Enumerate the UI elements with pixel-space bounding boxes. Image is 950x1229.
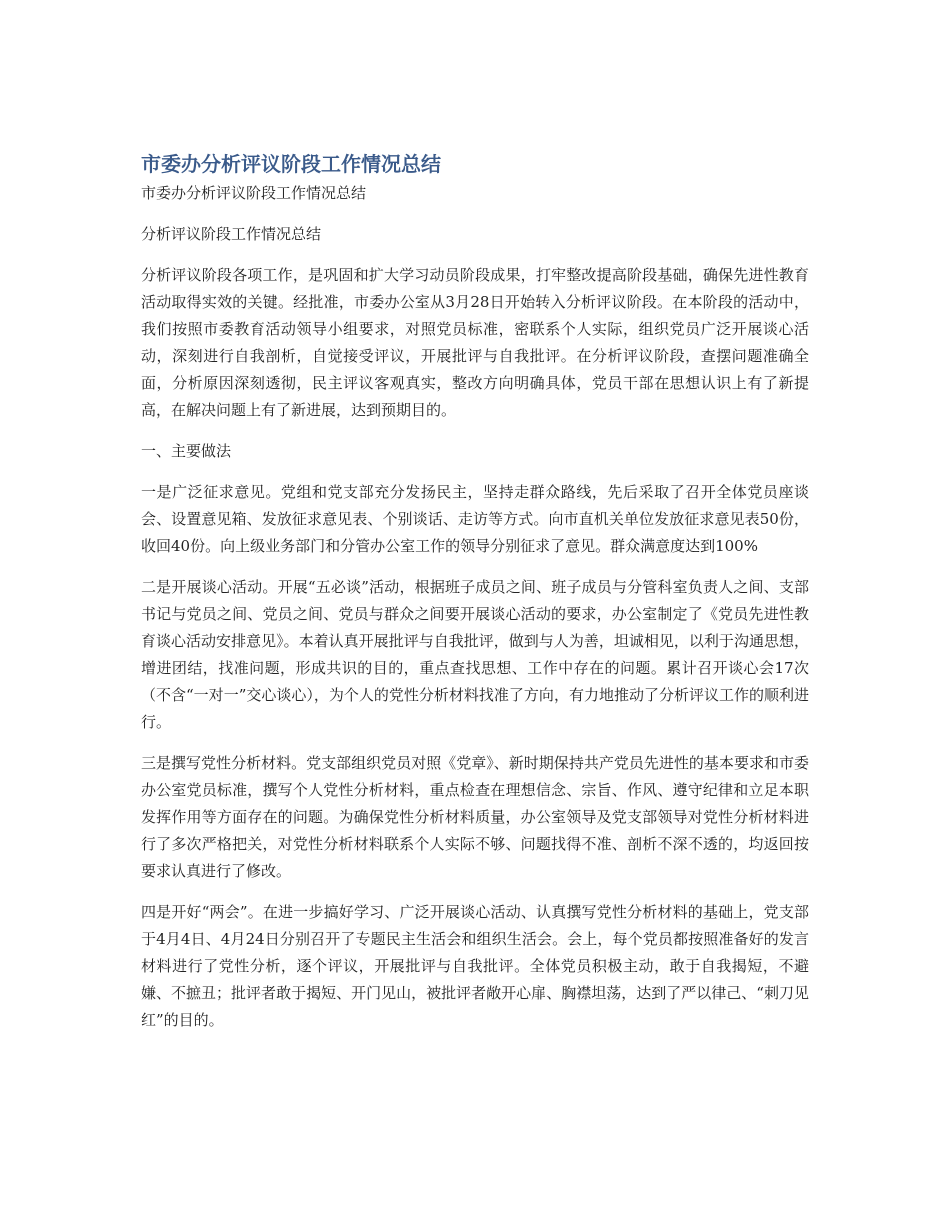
document-title: 市委办分析评议阶段工作情况总结 [141,152,441,176]
document-subtitle: 市委办分析评议阶段工作情况总结 [141,184,367,202]
paragraph-summary-heading: 分析评议阶段工作情况总结 [141,225,322,243]
section-heading-main-practices: 一、主要做法 [141,442,232,460]
paragraph-two-meetings: 四是开好“两会”。在进一步搞好学习、广泛开展谈心活动、认真撰写党性分析材料的基础上，党支部于4月4日、4月24日分别召开了专题民主生活会和组织生活会。会上，每个党员都按照准备好的发言材料进行了党性分析，逐个评议，开展批评与自我批评。全体党员积极主动，敢于自我揭短，不避嫌、不摭丑；批评者敢于揭短、开门见山，被批评者敞开心扉、胸襟坦荡，达到了严以律己、“刺刀见红”的目的。 [141,903,809,1029]
paragraph-heart-to-heart-talks: 二是开展谈心活动。开展“五必谈”活动，根据班子成员之间、班子成员与分管科室负责人之间、支部书记与党员之间、党员之间、党员与群众之间要开展谈心活动的要求，办公室制定了《党员先进性教育谈心活动安排意见》。本着认真开展批评与自我批评，做到与人为善，坦诚相见，以利于沟通思想，增进团结，找准问题，形成共识的目的，重点查找思想、工作中存在的问题。累计召开谈心会17次（不含“一对一”交心谈心），为个人的党性分析材料找准了方向，有力地推动了分析评议工作的顺利进行。 [141,578,809,731]
paragraph-solicit-opinions: 一是广泛征求意见。党组和党支部充分发扬民主，坚持走群众路线，先后采取了召开全体党员座谈会、设置意见箱、发放征求意见表、个别谈话、走访等方式。向市直机关单位发放征求意见表50份，收回40份。向上级业务部门和分管办公室工作的领导分别征求了意见。群众满意度达到100% [141,483,809,555]
paragraph-intro: 分析评议阶段各项工作，是巩固和扩大学习动员阶段成果，打牢整改提高阶段基础，确保先进性教育活动取得实效的关键。经批准，市委办公室从3月28日开始转入分析评议阶段。在本阶段的活动中，我们按照市委教育活动领导小组要求，对照党员标准，密联系个人实际，组织党员广泛开展谈心活动，深刻进行自我剖析，自觉接受评议，开展批评与自我批评。在分析评议阶段，查摆问题准确全面，分析原因深刻透彻，民主评议客观真实，整改方向明确具体，党员干部在思想认识上有了新提高，在解决问题上有了新进展，达到预期目的。 [141,266,809,419]
paragraph-party-analysis-materials: 三是撰写党性分析材料。党支部组织党员对照《党章》、新时期保持共产党员先进性的基本要求和市委办公室党员标准，撰写个人党性分析材料，重点检查在理想信念、宗旨、作风、遵守纪律和立足本职发挥作用等方面存在的问题。为确保党性分析材料质量，办公室领导及党支部领导对党性分析材料进行了多次严格把关，对党性分析材料联系个人实际不够、问题找得不准、剖析不深不透的，均返回按要求认真进行了修改。 [141,754,809,880]
document-page [141,148,809,1048]
